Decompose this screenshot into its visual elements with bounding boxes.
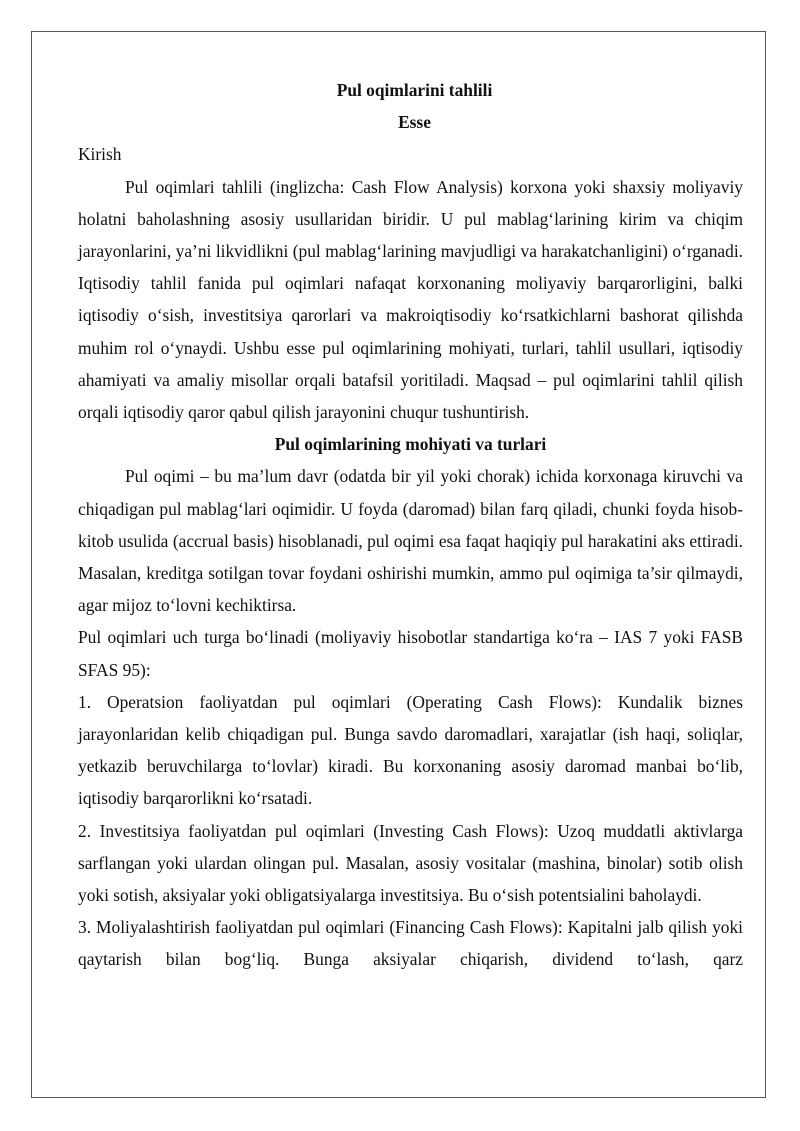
list-item-financing: 3. Moliyalashtirish faoliyatdan pul oqimlari (Financing Cash Flows): Kapitalni jalb qilish yoki qaytarish bilan bog‘liq. Bunga aksiyalar chiqarish, dividend to‘lash, qarz — [78, 917, 743, 970]
document-title: Pul oqimlarini tahlili — [336, 80, 493, 100]
section-paragraph: Pul oqimi – bu ma’lum davr (odatda bir yil yoki chorak) ichida korxonaga kiruvchi va chiqadigan pul mablag‘lari oqimidir. U foyda (daromad) bilan farq qiladi, chunki foyda hisob-kitob usulida (accrual basis) hisoblanadi, pul oqimi esa faqat haqiqiy pul harakatini aks ettiradi. Masalan, kreditga sotilgan tovar foydani oshirishi mumkin, ammo pul oqimiga ta’sir qilmaydi, agar mijoz to‘lovni kechiktirsa. — [78, 466, 743, 616]
intro-paragraph: Pul oqimlari tahlili (inglizcha: Cash Flow Analysis) korxona yoki shaxsiy moliyaviy holatni baholashning asosiy usullaridan biridir. U pul mablag‘larining kirim va chiqim jarayonlarini, ya’ni likvidlikni (pul mablag‘larining mavjudligi va harakatchanligini) o‘rganadi. Iqtisodiy tahlil fanida pul oqimlari nafaqat korxonaning moliyaviy barqarorligini, balki iqtisodiy o‘sish, investitsiya qarorlari va makroiqtisodiy ko‘rsatkichlarni bashorat qilishda muhim rol o‘ynaydi. Ushbu esse pul oqimlarining mohiyati, turlari, tahlil usullari, iqtisodiy ahamiyati va amaliy misollar orqali batafsil yoritiladi. Maqsad – pul oqimlarini tahlil qilish orqali iqtisodiy qaror qabul qilish jarayonini chuqur tushuntirish. — [78, 176, 743, 423]
list-item-investing: 2. Investitsiya faoliyatdan pul oqimlari (Investing Cash Flows): Uzoq muddatli aktivlarga sarflangan yoki ulardan olingan pul. Masalan, asosiy vositalar (mashina, binolar) sotib olish yoki sotish, aksiyalar yoki obligatsiyalarga investitsiya. Bu o‘sish potentsialini baholaydi. — [78, 820, 743, 906]
document-subtitle: Esse — [398, 112, 431, 133]
document-body — [78, 74, 743, 976]
types-intro-paragraph: Pul oqimlari uch turga bo‘linadi (moliyaviy hisobotlar standartiga ko‘ra – IAS 7 yoki FASB SFAS 95): — [78, 627, 743, 680]
intro-heading: Kirish — [78, 144, 122, 165]
section-heading: Pul oqimlarining mohiyati va turlari — [274, 434, 547, 455]
list-item-operating: 1. Operatsion faoliyatdan pul oqimlari (Operating Cash Flows): Kundalik biznes jarayonlaridan kelib chiqadigan pul. Bunga savdo daromadlari, xarajatlar (ish haqi, soliqlar, yetkazib beruvchilarga to‘lovlar) kiradi. Bu korxonaning asosiy daromad manbai bo‘lib, iqtisodiy barqarorlikni ko‘rsatadi. — [78, 691, 743, 809]
